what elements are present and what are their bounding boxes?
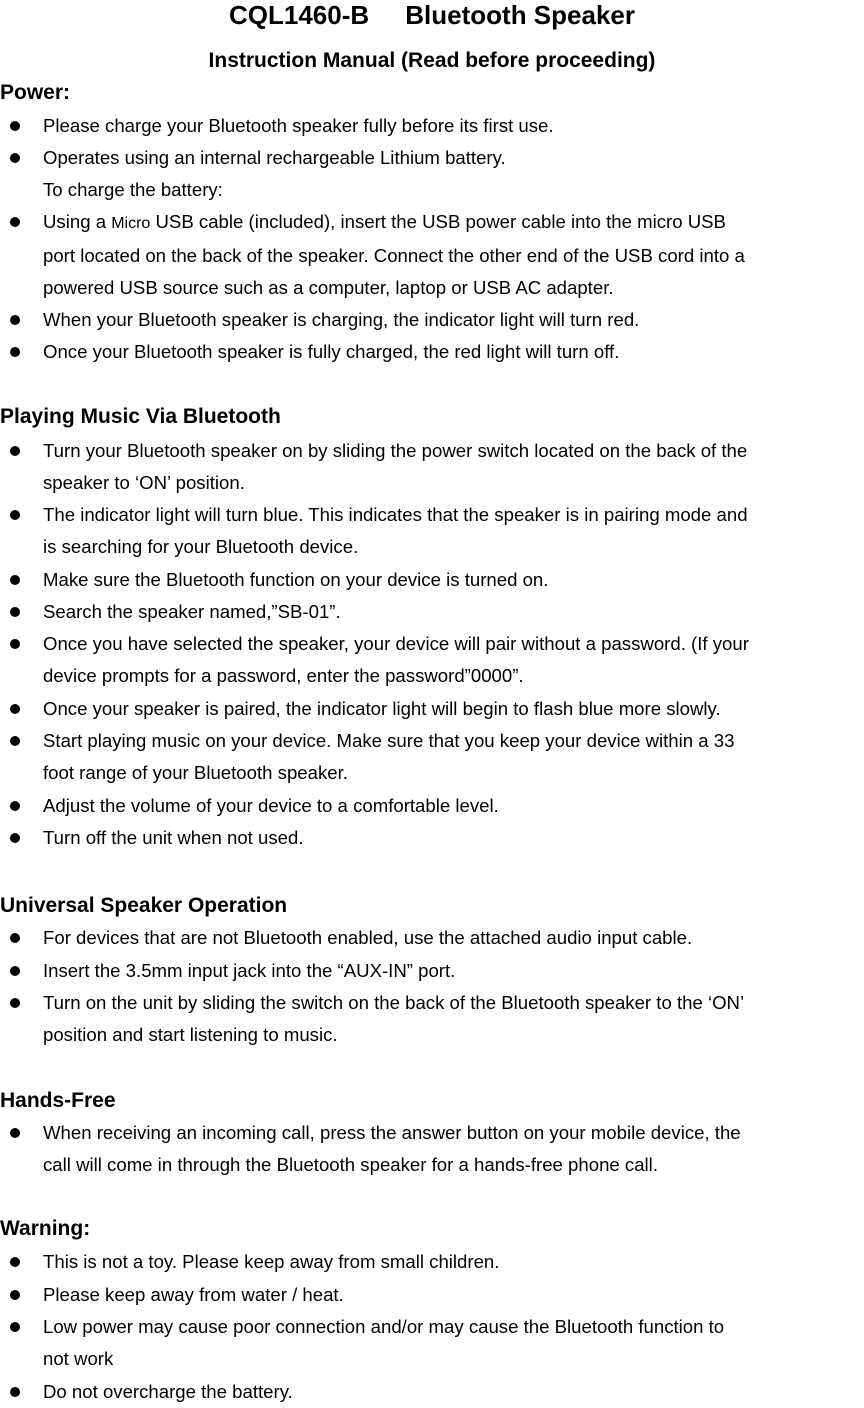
page-title xyxy=(0,0,864,30)
list-item: Once you have selected the speaker, your device will pair without a password. (If your device prompts for a password, enter the password”0000”. xyxy=(0,628,864,692)
section-heading-handsfree: Hands-Free xyxy=(0,1089,116,1112)
bullet-icon xyxy=(10,153,20,163)
list-item: Make sure the Bluetooth function on your device is turned on. xyxy=(0,564,864,596)
charge-label: To charge the battery: xyxy=(43,179,223,200)
list-item: Turn off the unit when not used. xyxy=(0,822,864,854)
list-item: Turn your Bluetooth speaker on by sliding the power switch located on the back of the speaker to ‘ON’ position. xyxy=(0,435,864,499)
list-item: Adjust the volume of your device to a comfortable level. xyxy=(0,790,864,822)
bullet-icon xyxy=(10,736,20,746)
list-item: Insert the 3.5mm input jack into the “AUX-IN” port. xyxy=(0,955,864,987)
micro-word: Micro xyxy=(111,215,151,232)
bullet-icon xyxy=(10,1257,20,1267)
bullet-icon xyxy=(10,1290,20,1300)
list-item: Using a Micro USB cable (included), insert the USB power cable into the micro USB port located on the back of the speaker. Connect the other end of the USB cord into a powered USB source such as a computer, laptop or USB AC adapter. xyxy=(0,206,864,305)
bullet-icon xyxy=(10,217,20,227)
section-heading-power: Power: xyxy=(0,81,71,104)
product-name: Bluetooth Speaker xyxy=(405,0,635,30)
section-heading-universal: Universal Speaker Operation xyxy=(0,894,288,917)
list-item: When receiving an incoming call, press the answer button on your mobile device, the call will come in through the Bluetooth speaker for a hands-free phone call. xyxy=(0,1117,864,1181)
model-number: CQL1460-B xyxy=(229,0,370,30)
page-subtitle: Instruction Manual (Read before proceeding) xyxy=(208,49,656,72)
section-heading-bluetooth: Playing Music Via Bluetooth xyxy=(0,405,281,428)
list-item: Search the speaker named,”SB-01”. xyxy=(0,596,864,628)
bullet-icon xyxy=(10,446,20,456)
list-item: Please keep away from water / heat. xyxy=(0,1279,864,1311)
bullet-icon xyxy=(10,833,20,843)
bullet-icon xyxy=(10,704,20,714)
list-item: The indicator light will turn blue. This indicates that the speaker is in pairing mode and is searching for your Bluetooth device. xyxy=(0,499,864,563)
list-item: Start playing music on your device. Make sure that you keep your device within a 33 foot range of your Bluetooth speaker. xyxy=(0,725,864,789)
list-item: Turn on the unit by sliding the switch on the back of the Bluetooth speaker to the ‘ON’ position and start listening to music. xyxy=(0,987,864,1051)
bullet-icon xyxy=(10,933,20,943)
bullet-icon xyxy=(10,1387,20,1397)
list-item: This is not a toy. Please keep away from small children. xyxy=(0,1246,864,1278)
bullet-icon xyxy=(10,639,20,649)
list-item: Do not overcharge the battery. xyxy=(0,1376,864,1408)
section-heading-warning: Warning: xyxy=(0,1217,91,1240)
bullet-icon xyxy=(10,1128,20,1138)
bullet-icon xyxy=(10,315,20,325)
bullet-icon xyxy=(10,607,20,617)
bullet-icon xyxy=(10,1322,20,1332)
list-item: Low power may cause poor connection and/or may cause the Bluetooth function to not work xyxy=(0,1311,864,1375)
list-item: Once your speaker is paired, the indicator light will begin to flash blue more slowly. xyxy=(0,693,864,725)
bullet-icon xyxy=(10,801,20,811)
bullet-icon xyxy=(10,575,20,585)
list-item: When your Bluetooth speaker is charging, the indicator light will turn red. xyxy=(0,304,864,336)
bullet-icon xyxy=(10,121,20,131)
bullet-icon xyxy=(10,347,20,357)
bullet-icon xyxy=(10,966,20,976)
list-item: Once your Bluetooth speaker is fully charged, the red light will turn off. xyxy=(0,336,864,368)
list-item: For devices that are not Bluetooth enabled, use the attached audio input cable. xyxy=(0,922,864,954)
list-item: Operates using an internal rechargeable Lithium battery. xyxy=(0,142,864,174)
bullet-icon xyxy=(10,998,20,1008)
list-item: Please charge your Bluetooth speaker fully before its first use. xyxy=(0,110,864,142)
bullet-icon xyxy=(10,510,20,520)
